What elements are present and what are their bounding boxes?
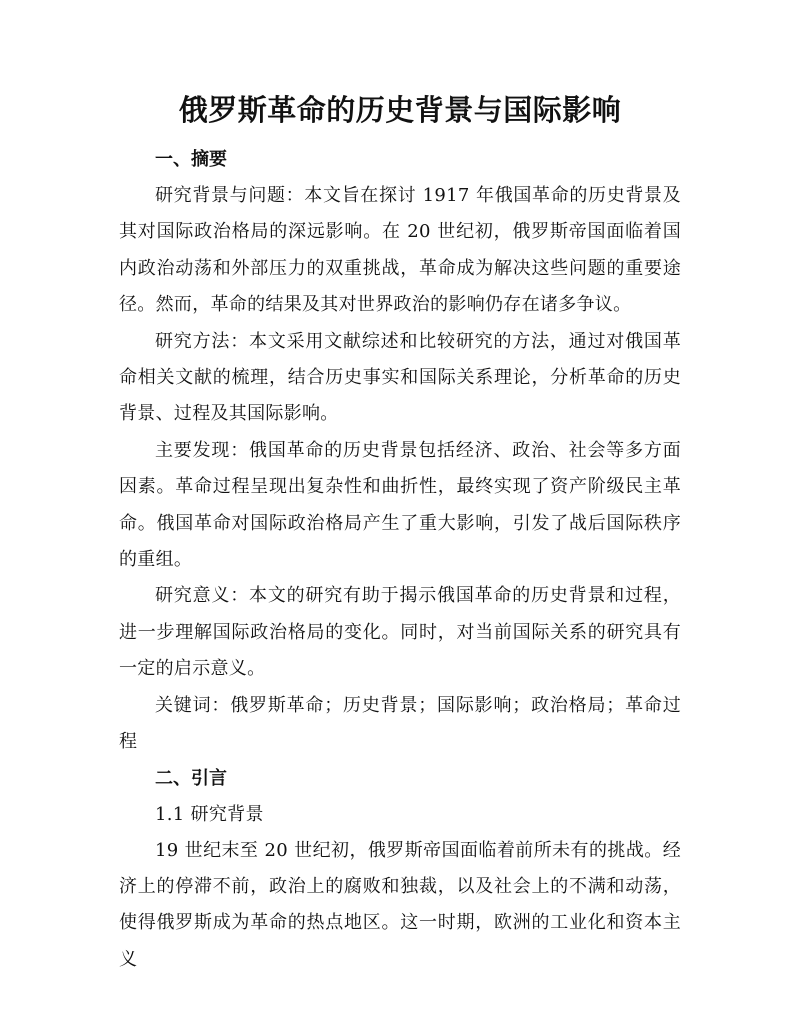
abstract-background-paragraph: 研究背景与问题：本文旨在探讨 1917 年俄国革命的历史背景及其对国际政治格局的深远影响。在 20 世纪初，俄罗斯帝国面临着国内政治动荡和外部压力的双重挑战，革命成为解决这些问题的重要途径。然而，革命的结果及其对世界政治的影响仍存在诸多争议。 — [119, 185, 681, 316]
abstract-findings-paragraph: 主要发现：俄国革命的历史背景包括经济、政治、社会等多方面因素。革命过程呈现出复杂性和曲折性，最终实现了资产阶级民主革命。俄国革命对国际政治格局产生了重大影响，引发了战后国际秩序的重组。 — [119, 439, 681, 571]
section-heading-abstract: 一、摘要 — [155, 149, 227, 170]
introduction-paragraph: 19 世纪末至 20 世纪初，俄罗斯帝国面临着前所未有的挑战。经济上的停滞不前，政治上的腐败和独裁，以及社会上的不满和动荡，使得俄罗斯成为革命的热点地区。这一时期，欧洲的工业化和资本主义 — [119, 839, 681, 970]
document-body — [119, 142, 681, 978]
abstract-significance-paragraph: 研究意义：本文的研究有助于揭示俄国革命的历史背景和过程，进一步理解国际政治格局的变化。同时，对当前国际关系的研究具有一定的启示意义。 — [119, 585, 681, 680]
abstract-method-paragraph: 研究方法：本文采用文献综述和比较研究的方法，通过对俄国革命相关文献的梳理，结合历史事实和国际关系理论，分析革命的历史背景、过程及其国际影响。 — [119, 330, 681, 425]
keywords-paragraph: 关键词：俄罗斯革命；历史背景；国际影响；政治格局；革命过程 — [119, 694, 681, 753]
document-title: 俄罗斯革命的历史背景与国际影响 — [178, 93, 622, 127]
subsection-heading-research-background: 1.1 研究背景 — [155, 803, 264, 825]
section-heading-introduction: 二、引言 — [155, 767, 227, 789]
